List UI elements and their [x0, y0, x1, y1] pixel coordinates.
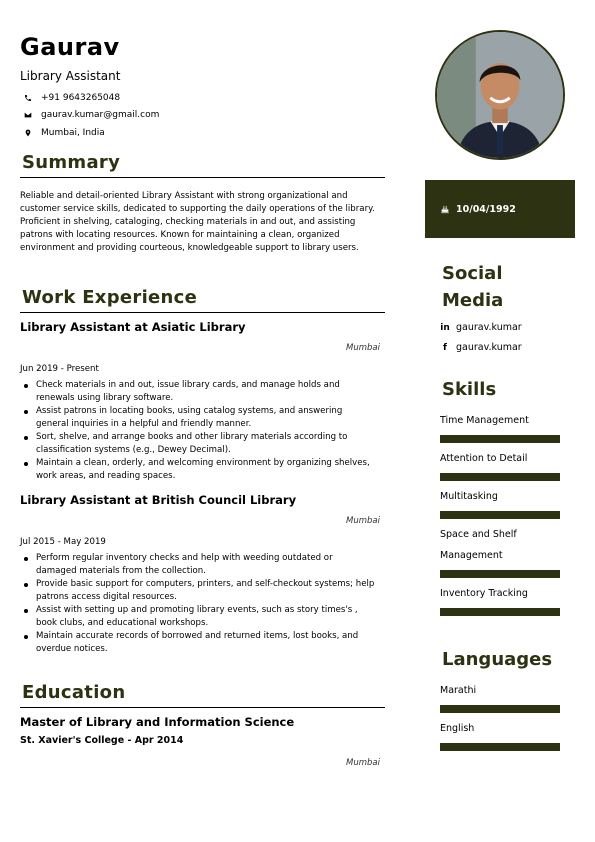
job-bullets — [20, 379, 375, 483]
education-heading: Education — [22, 682, 126, 703]
phone-icon — [23, 93, 33, 103]
map-pin-icon — [23, 128, 33, 138]
list-item: Perform regular inventory checks and help with weeding outdated or damaged materials from the collection. — [20, 552, 375, 578]
job-title: Library Assistant at Asiatic Library — [20, 320, 246, 334]
skill-label: Inventory Tracking — [440, 588, 528, 599]
education-divider — [20, 707, 385, 708]
language-bar — [440, 705, 560, 713]
dob-text: 10/04/1992 — [456, 203, 516, 215]
skill-bar — [440, 435, 560, 443]
experience-heading: Work Experience — [22, 287, 198, 308]
linkedin-icon: in — [440, 322, 450, 333]
social-linkedin[interactable] — [440, 322, 522, 333]
skill-label: Time Management — [440, 415, 529, 426]
experience-divider — [20, 312, 385, 313]
job-dates: Jul 2015 - May 2019 — [20, 537, 106, 547]
job-location: Mumbai — [346, 516, 380, 526]
languages-heading: Languages — [442, 649, 553, 670]
skill-label: Space and Shelf Management — [440, 529, 517, 561]
list-item: Maintain a clean, orderly, and welcoming environment by organizing shelves, work areas, and reading spaces. — [20, 457, 375, 483]
skill-bar — [440, 511, 560, 519]
summary-divider — [20, 177, 385, 178]
job-dates: Jun 2019 - Present — [20, 364, 99, 374]
skill-bar — [440, 570, 560, 578]
school-location: Mumbai — [346, 758, 380, 768]
social-heading — [442, 260, 503, 314]
candidate-name: Gaurav — [20, 33, 120, 61]
envelope-icon — [23, 110, 33, 120]
facebook-handle: gaurav.kumar — [456, 342, 522, 353]
linkedin-handle: gaurav.kumar — [456, 322, 522, 333]
skill-bar — [440, 473, 560, 481]
language-bar — [440, 743, 560, 751]
person-avatar-icon — [437, 32, 563, 158]
location-text: Mumbai, India — [41, 128, 105, 138]
skill-bar — [440, 608, 560, 616]
skill-label: Multitasking — [440, 491, 498, 502]
list-item: Maintain accurate records of borrowed and returned items, lost books, and overdue notices. — [20, 630, 375, 656]
social-heading-line-1: Social — [442, 263, 503, 284]
summary-text: Reliable and detail-oriented Library Assistant with strong organizational and customer service skills, dedicated to supporting the daily operations of the library. Proficient in shelving, cataloging, checking materials in and out, and assisting patrons with locating resources. Known for maintaining a clean, organized environment and providing courteous, knowledgeable support to library users. — [20, 191, 375, 253]
profile-photo — [435, 30, 565, 160]
skill-label: Attention to Detail — [440, 453, 528, 464]
list-item: Check materials in and out, issue library cards, and manage holds and renewals using library software. — [20, 379, 375, 405]
language-label: English — [440, 723, 475, 734]
contact-email — [20, 110, 159, 120]
language-label: Marathi — [440, 685, 477, 696]
job-title: Library Assistant at British Council Library — [20, 493, 297, 507]
dob-box — [425, 180, 575, 238]
school-name: St. Xavier's College - Apr 2014 — [20, 735, 184, 746]
job-location: Mumbai — [346, 343, 380, 353]
candidate-role: Library Assistant — [20, 69, 121, 83]
email-text: gaurav.kumar@gmail.com — [41, 110, 160, 120]
list-item: Sort, shelve, and arrange books and other library materials according to classification systems (e.g., Dewey Decimal). — [20, 431, 375, 457]
birthday-cake-icon — [440, 204, 450, 214]
social-heading-line-2: Media — [442, 290, 504, 311]
list-item: Assist patrons in locating books, using catalog systems, and answering general inquiries in a helpful and friendly manner. — [20, 405, 375, 431]
facebook-icon: f — [443, 342, 447, 353]
job-bullets — [20, 552, 375, 656]
list-item: Assist with setting up and promoting library events, such as story times's , book clubs, and educational workshops. — [20, 604, 375, 630]
contact-phone — [20, 93, 120, 103]
skills-heading: Skills — [442, 379, 497, 400]
list-item: Provide basic support for computers, printers, and self-checkout systems; help patrons access digital resources. — [20, 578, 375, 604]
social-facebook[interactable] — [440, 342, 522, 353]
contact-location — [20, 128, 105, 138]
summary-heading: Summary — [22, 152, 121, 173]
phone-text: +91 9643265048 — [41, 93, 121, 103]
degree-title: Master of Library and Information Science — [20, 715, 295, 729]
